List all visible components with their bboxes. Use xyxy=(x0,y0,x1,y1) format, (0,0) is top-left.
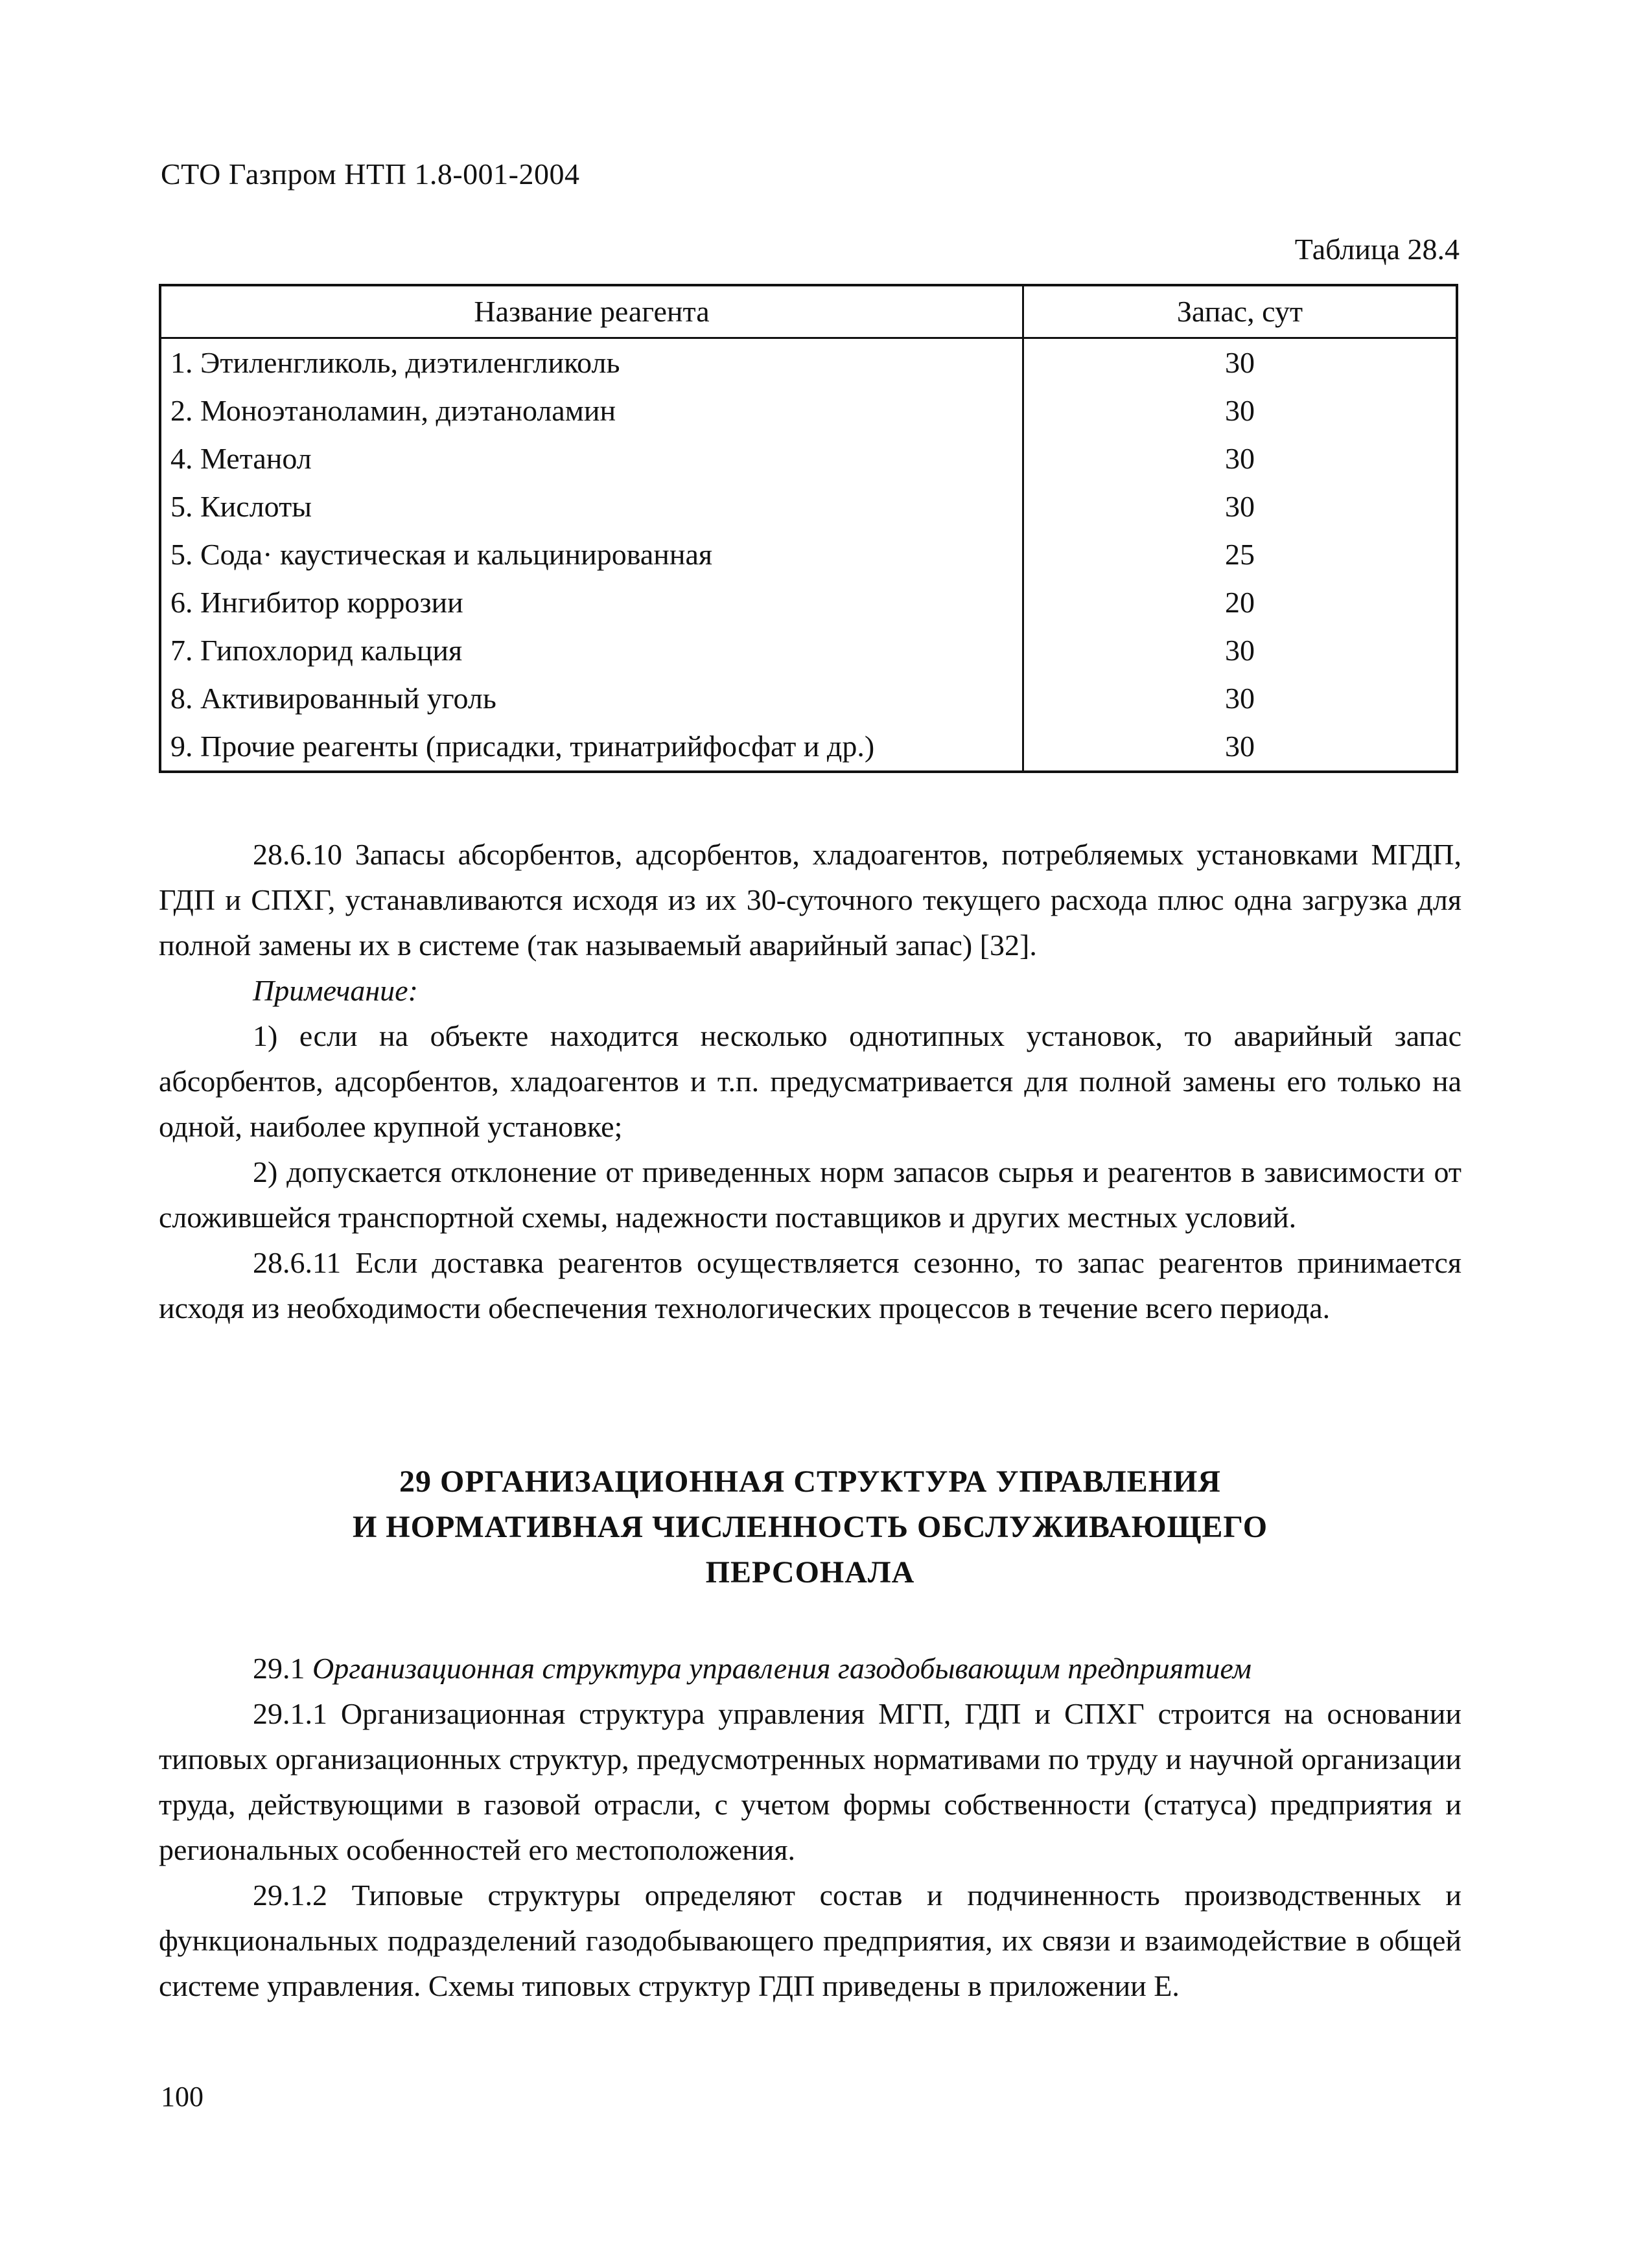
table-caption: Таблица 28.4 xyxy=(1294,233,1460,266)
reagent-name: 7. Гипохлорид кальция xyxy=(160,627,1023,675)
note-title: Примечание: xyxy=(253,974,418,1007)
section-title-line: ПЕРСОНАЛА xyxy=(705,1555,915,1590)
table-row xyxy=(160,338,1457,388)
body-text-bottom xyxy=(159,1646,1461,2009)
paragraph-28-6-10: 28.6.10 Запасы абсорбентов, адсорбентов, хладоагентов, потребляемых установками МГДП, ГДП и СПХГ, устанавливаются исходя из их 30-суточного текущего расхода плюс одна загрузка для полной замены их в системе (так называемый аварийный запас) [32]. xyxy=(159,838,1461,962)
subsection-title: Организационная структура управления газодобывающим предприятием xyxy=(312,1652,1252,1685)
page-number: 100 xyxy=(161,2081,204,2112)
reagent-name: 4. Метанол xyxy=(160,435,1023,483)
reagent-name: 8. Активированный уголь xyxy=(160,675,1023,723)
reagent-name: 2. Моноэтаноламин, диэтаноламин xyxy=(160,387,1023,435)
section-title-line: И НОРМАТИВНАЯ ЧИСЛЕННОСТЬ ОБСЛУЖИВАЮЩЕГО xyxy=(352,1510,1268,1544)
table-row xyxy=(160,579,1457,627)
column-header-name: Название реагента xyxy=(160,285,1023,338)
table-row xyxy=(160,675,1457,723)
reagent-stock: 30 xyxy=(1023,627,1458,675)
reagent-stock: 30 xyxy=(1023,483,1458,531)
table-row xyxy=(160,387,1457,435)
reagent-stock: 20 xyxy=(1023,579,1458,627)
paragraph-29-1-2: 29.1.2 Типовые структуры определяют состав и подчиненность производственных и функциональных подразделений газодобывающего предприятия, их связи и взаимодействие в общей системе управления. Схемы типовых структур ГДП приведены в приложении Е. xyxy=(159,1879,1461,2002)
note-item-2: 2) допускается отклонение от приведенных норм запасов сырья и реагентов в зависимости от сложившейся транспортной схемы, надежности поставщиков и других местных условий. xyxy=(159,1155,1461,1234)
reagent-stock-table xyxy=(159,284,1458,773)
subsection-heading xyxy=(159,1646,1461,1691)
reagent-stock: 25 xyxy=(1023,531,1458,579)
table-row xyxy=(160,627,1457,675)
table-row xyxy=(160,531,1457,579)
reagent-stock: 30 xyxy=(1023,338,1458,388)
note-item-1: 1) если на объекте находится несколько однотипных установок, то аварийный запас абсорбентов, адсорбентов, хладоагентов и т.п. предусматривается для полной замены его только на одной, наиболее крупной установке; xyxy=(159,1019,1461,1143)
section-title-line: 29 ОРГАНИЗАЦИОННАЯ СТРУКТУРА УПРАВЛЕНИЯ xyxy=(399,1464,1221,1499)
reagent-name: 5. Кислоты xyxy=(160,483,1023,531)
paragraph-29-1-1: 29.1.1 Организационная структура управления МГП, ГДП и СПХГ строится на основании типовых организационных структур, предусмотренных нормативами по труду и научной организации труда, действующими в газовой отрасли, с учетом формы собственности (статуса) предприятия и региональных особенностей его местоположения. xyxy=(159,1697,1461,1866)
table-row xyxy=(160,483,1457,531)
reagent-name: 6. Ингибитор коррозии xyxy=(160,579,1023,627)
reagent-stock: 30 xyxy=(1023,435,1458,483)
reagent-name: 1. Этиленгликоль, диэтиленгликоль xyxy=(160,338,1023,388)
column-header-stock: Запас, сут xyxy=(1023,285,1458,338)
subsection-number: 29.1 xyxy=(253,1652,305,1685)
section-title xyxy=(159,1459,1461,1595)
reagent-stock: 30 xyxy=(1023,387,1458,435)
table-row xyxy=(160,435,1457,483)
paragraph-28-6-11: 28.6.11 Если доставка реагентов осуществляется сезонно, то запас реагентов принимается исходя из необходимости обеспечения технологических процессов в течение всего периода. xyxy=(159,1246,1461,1325)
table-header-row xyxy=(160,285,1457,338)
table-row xyxy=(160,723,1457,772)
document-code: СТО Газпром НТП 1.8-001-2004 xyxy=(161,157,580,191)
body-text-top xyxy=(159,832,1461,1331)
reagent-name: 5. Сода· каустическая и кальцинированная xyxy=(160,531,1023,579)
reagent-stock: 30 xyxy=(1023,675,1458,723)
reagent-stock: 30 xyxy=(1023,723,1458,772)
reagent-name: 9. Прочие реагенты (присадки, тринатрийфосфат и др.) xyxy=(160,723,1023,772)
